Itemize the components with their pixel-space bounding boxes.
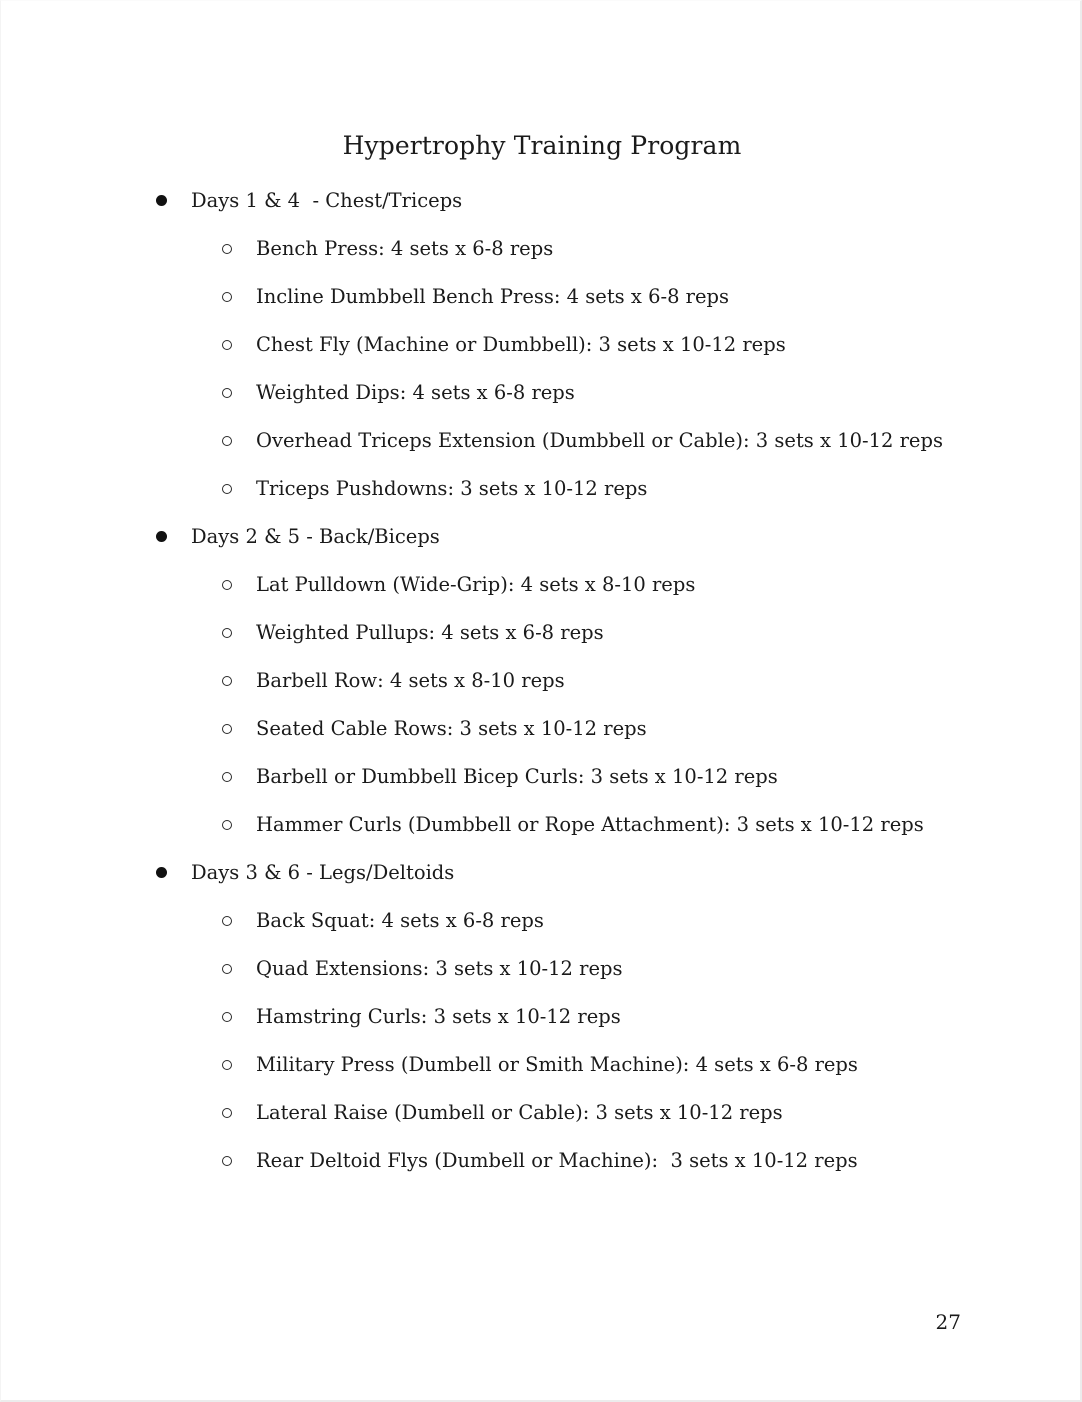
page-title: Hypertrophy Training Program [342, 131, 742, 160]
circle-bullet-icon [222, 340, 232, 350]
list-item-label: Incline Dumbbell Bench Press: 4 sets x 6-8 reps [256, 285, 730, 308]
list-item-label: Overhead Triceps Extension (Dumbbell or Cable): 3 sets x 10-12 reps [256, 429, 943, 452]
list-item-label: Hamstring Curls: 3 sets x 10-12 reps [256, 1005, 621, 1028]
list-item [1, 763, 1082, 811]
circle-bullet-icon [222, 724, 232, 734]
list-item-label: Military Press (Dumbell or Smith Machine): 4 sets x 6-8 reps [256, 1053, 858, 1076]
circle-bullet-icon [222, 772, 232, 782]
circle-bullet-icon [222, 1108, 232, 1118]
list-item [1, 1003, 1082, 1051]
list-item-label: Weighted Pullups: 4 sets x 6-8 reps [256, 621, 604, 644]
disc-bullet-icon [156, 867, 167, 878]
list-item [1, 283, 1082, 331]
list-item-label: Quad Extensions: 3 sets x 10-12 reps [256, 957, 623, 980]
list-item [1, 235, 1082, 283]
list-item [1, 811, 1082, 859]
outline-group-label: Days 3 & 6 - Legs/Deltoids [191, 861, 455, 884]
circle-bullet-icon [222, 1012, 232, 1022]
circle-bullet-icon [222, 436, 232, 446]
circle-bullet-icon [222, 292, 232, 302]
circle-bullet-icon [222, 676, 232, 686]
list-item [1, 1147, 1082, 1195]
outline-group-label: Days 2 & 5 - Back/Biceps [191, 525, 440, 548]
list-item-label: Triceps Pushdowns: 3 sets x 10-12 reps [256, 477, 648, 500]
circle-bullet-icon [222, 580, 232, 590]
circle-bullet-icon [222, 1156, 232, 1166]
list-item [1, 619, 1082, 667]
list-item [1, 955, 1082, 1003]
list-item-label: Chest Fly (Machine or Dumbbell): 3 sets x 10-12 reps [256, 333, 786, 356]
circle-bullet-icon [222, 820, 232, 830]
list-item [1, 571, 1082, 619]
outline-group-heading [1, 523, 1082, 571]
list-item-label: Rear Deltoid Flys (Dumbell or Machine): 3 sets x 10-12 reps [256, 1149, 858, 1172]
list-item-label: Lat Pulldown (Wide-Grip): 4 sets x 8-10 reps [256, 573, 696, 596]
list-item [1, 379, 1082, 427]
circle-bullet-icon [222, 388, 232, 398]
outline-group [1, 523, 1082, 859]
list-item [1, 331, 1082, 379]
outline-list [1, 187, 1082, 1195]
list-item-label: Seated Cable Rows: 3 sets x 10-12 reps [256, 717, 647, 740]
list-item [1, 475, 1082, 523]
outline-group [1, 187, 1082, 523]
list-item-label: Barbell or Dumbbell Bicep Curls: 3 sets x 10-12 reps [256, 765, 778, 788]
list-item [1, 427, 1082, 475]
circle-bullet-icon [222, 628, 232, 638]
outline-group-label: Days 1 & 4 - Chest/Triceps [191, 189, 463, 212]
list-item [1, 907, 1082, 955]
outline-group-heading [1, 859, 1082, 907]
disc-bullet-icon [156, 531, 167, 542]
list-item-label: Hammer Curls (Dumbbell or Rope Attachment): 3 sets x 10-12 reps [256, 813, 924, 836]
list-item [1, 1099, 1082, 1147]
list-item [1, 715, 1082, 763]
list-item-label: Bench Press: 4 sets x 6-8 reps [256, 237, 554, 260]
list-item-label: Lateral Raise (Dumbell or Cable): 3 sets x 10-12 reps [256, 1101, 783, 1124]
circle-bullet-icon [222, 916, 232, 926]
list-item-label: Weighted Dips: 4 sets x 6-8 reps [256, 381, 575, 404]
outline-group [1, 859, 1082, 1195]
circle-bullet-icon [222, 1060, 232, 1070]
page-number: 27 [935, 1310, 961, 1334]
outline-group-heading [1, 187, 1082, 235]
disc-bullet-icon [156, 195, 167, 206]
list-item [1, 667, 1082, 715]
list-item-label: Back Squat: 4 sets x 6-8 reps [256, 909, 544, 932]
circle-bullet-icon [222, 964, 232, 974]
circle-bullet-icon [222, 484, 232, 494]
circle-bullet-icon [222, 244, 232, 254]
list-item-label: Barbell Row: 4 sets x 8-10 reps [256, 669, 565, 692]
list-item [1, 1051, 1082, 1099]
